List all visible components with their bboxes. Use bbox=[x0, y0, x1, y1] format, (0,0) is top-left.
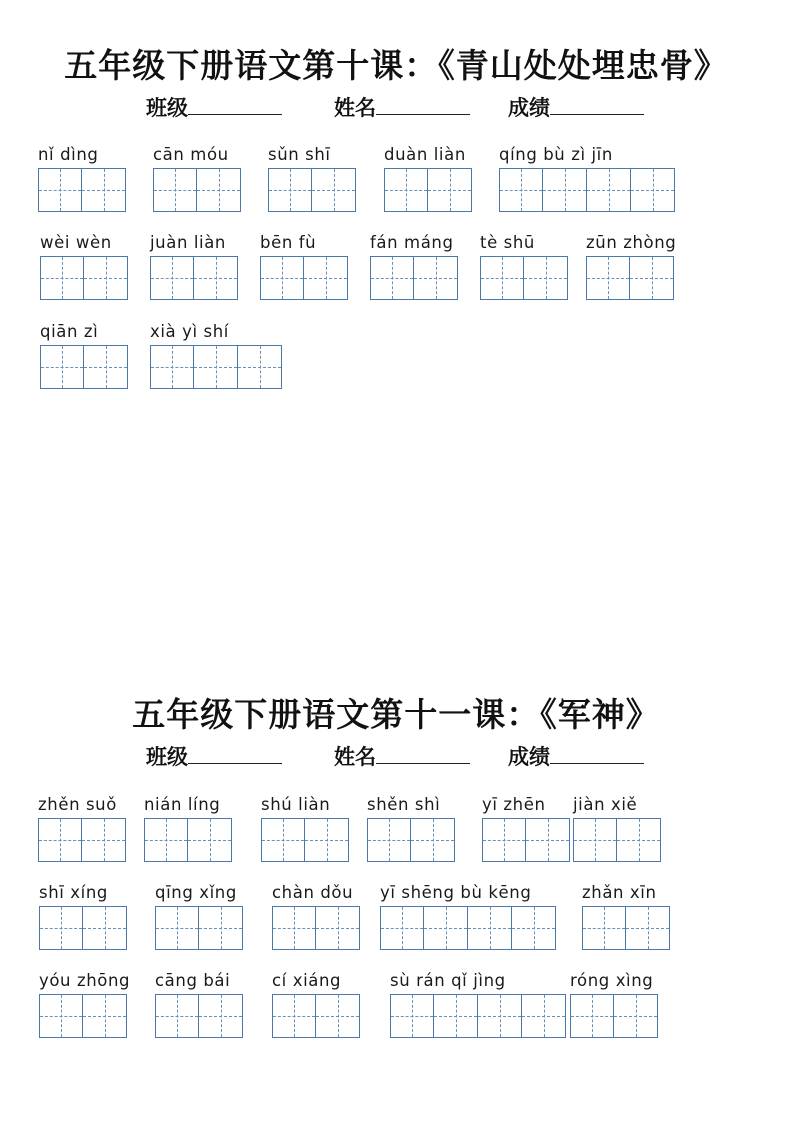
writing-box[interactable] bbox=[543, 168, 587, 212]
writing-box[interactable] bbox=[414, 256, 458, 300]
pinyin-text: zhǎn xīn bbox=[582, 883, 657, 902]
score-label: 成绩 bbox=[508, 744, 550, 769]
writing-grid bbox=[499, 168, 675, 212]
writing-box[interactable] bbox=[570, 994, 614, 1038]
writing-grid bbox=[260, 256, 348, 300]
writing-box[interactable] bbox=[428, 168, 472, 212]
writing-box[interactable] bbox=[468, 906, 512, 950]
writing-box[interactable] bbox=[83, 994, 127, 1038]
pinyin-text: tè shū bbox=[480, 233, 535, 252]
pinyin-text: shú liàn bbox=[261, 795, 331, 814]
writing-grid bbox=[155, 994, 243, 1038]
worksheet-title: 五年级下册语文第十一课：《军神》 bbox=[132, 695, 660, 734]
writing-box[interactable] bbox=[384, 168, 428, 212]
class-label: 班级 bbox=[146, 95, 188, 120]
writing-grid bbox=[261, 818, 349, 862]
writing-box[interactable] bbox=[499, 168, 543, 212]
pinyin-text: nián líng bbox=[144, 795, 221, 814]
writing-box[interactable] bbox=[424, 906, 468, 950]
writing-grid bbox=[268, 168, 356, 212]
pinyin-text: shī xíng bbox=[39, 883, 108, 902]
writing-box[interactable] bbox=[150, 345, 194, 389]
writing-box[interactable] bbox=[155, 906, 199, 950]
writing-box[interactable] bbox=[390, 994, 434, 1038]
writing-box[interactable] bbox=[150, 256, 194, 300]
writing-box[interactable] bbox=[480, 256, 524, 300]
writing-box[interactable] bbox=[153, 168, 197, 212]
pinyin-text: zūn zhòng bbox=[586, 233, 677, 252]
writing-grid bbox=[573, 818, 661, 862]
writing-box[interactable] bbox=[631, 168, 675, 212]
score-blank[interactable] bbox=[550, 762, 644, 764]
writing-box[interactable] bbox=[305, 818, 349, 862]
name-label-row bbox=[334, 741, 470, 771]
writing-box[interactable] bbox=[512, 906, 556, 950]
pinyin-text: chàn dǒu bbox=[272, 883, 354, 902]
writing-grid bbox=[570, 994, 658, 1038]
writing-grid bbox=[155, 906, 243, 950]
class-label-row bbox=[146, 92, 282, 122]
writing-box[interactable] bbox=[626, 906, 670, 950]
pinyin-text: qīng xǐng bbox=[155, 883, 237, 902]
pinyin-text: qíng bù zì jīn bbox=[499, 145, 613, 164]
score-label-row bbox=[508, 741, 644, 771]
writing-box[interactable] bbox=[194, 345, 238, 389]
pinyin-text: róng xìng bbox=[570, 971, 654, 990]
class-label: 班级 bbox=[146, 744, 188, 769]
writing-box[interactable] bbox=[630, 256, 674, 300]
pinyin-text: fán máng bbox=[370, 233, 454, 252]
writing-box[interactable] bbox=[38, 168, 82, 212]
pinyin-text: yī shēng bù kēng bbox=[380, 883, 532, 902]
writing-box[interactable] bbox=[582, 906, 626, 950]
writing-box[interactable] bbox=[312, 168, 356, 212]
score-label-row bbox=[508, 92, 644, 122]
class-blank[interactable] bbox=[188, 762, 282, 764]
pinyin-text: cāng bái bbox=[155, 971, 231, 990]
pinyin-text: zhěn suǒ bbox=[38, 795, 117, 814]
pinyin-text: shěn shì bbox=[367, 795, 441, 814]
writing-box[interactable] bbox=[261, 818, 305, 862]
name-blank[interactable] bbox=[376, 762, 470, 764]
pinyin-text: juàn liàn bbox=[150, 233, 226, 252]
writing-box[interactable] bbox=[522, 994, 566, 1038]
writing-grid bbox=[150, 256, 238, 300]
writing-box[interactable] bbox=[260, 256, 304, 300]
pinyin-text: duàn liàn bbox=[384, 145, 466, 164]
name-label: 姓名 bbox=[334, 744, 376, 769]
writing-grid bbox=[40, 345, 128, 389]
writing-box[interactable] bbox=[478, 994, 522, 1038]
writing-box[interactable] bbox=[155, 994, 199, 1038]
writing-box[interactable] bbox=[82, 818, 126, 862]
writing-box[interactable] bbox=[144, 818, 188, 862]
pinyin-text: yóu zhōng bbox=[39, 971, 131, 990]
writing-box[interactable] bbox=[82, 168, 126, 212]
writing-grid bbox=[582, 906, 670, 950]
score-label: 成绩 bbox=[508, 95, 550, 120]
writing-box[interactable] bbox=[84, 345, 128, 389]
writing-grid bbox=[384, 168, 472, 212]
writing-grid bbox=[38, 818, 126, 862]
writing-box[interactable] bbox=[197, 168, 241, 212]
pinyin-text: wèi wèn bbox=[40, 233, 112, 252]
writing-box[interactable] bbox=[304, 256, 348, 300]
writing-box[interactable] bbox=[482, 818, 526, 862]
writing-grid bbox=[150, 345, 282, 389]
pinyin-text: sù rán qǐ jìng bbox=[390, 971, 506, 990]
writing-box[interactable] bbox=[272, 906, 316, 950]
pinyin-text: qiān zì bbox=[40, 322, 99, 341]
pinyin-text: xià yì shí bbox=[150, 322, 229, 341]
pinyin-text: bēn fù bbox=[260, 233, 317, 252]
class-label-row bbox=[146, 741, 282, 771]
writing-box[interactable] bbox=[40, 345, 84, 389]
writing-box[interactable] bbox=[573, 818, 617, 862]
writing-box[interactable] bbox=[199, 906, 243, 950]
writing-grid bbox=[482, 818, 570, 862]
writing-box[interactable] bbox=[83, 906, 127, 950]
writing-grid bbox=[39, 994, 127, 1038]
writing-grid bbox=[39, 906, 127, 950]
writing-box[interactable] bbox=[370, 256, 414, 300]
writing-box[interactable] bbox=[188, 818, 232, 862]
writing-grid bbox=[272, 994, 360, 1038]
writing-grid bbox=[153, 168, 241, 212]
writing-grid bbox=[272, 906, 360, 950]
writing-grid bbox=[367, 818, 455, 862]
writing-grid bbox=[390, 994, 566, 1038]
class-blank[interactable] bbox=[188, 113, 282, 115]
worksheet-title: 五年级下册语文第十课：《青山处处埋忠骨》 bbox=[64, 46, 728, 85]
writing-box[interactable] bbox=[587, 168, 631, 212]
writing-box[interactable] bbox=[526, 818, 570, 862]
writing-box[interactable] bbox=[524, 256, 568, 300]
writing-box[interactable] bbox=[268, 168, 312, 212]
writing-box[interactable] bbox=[316, 994, 360, 1038]
writing-box[interactable] bbox=[84, 256, 128, 300]
writing-grid bbox=[40, 256, 128, 300]
pinyin-text: nǐ dìng bbox=[38, 145, 99, 164]
pinyin-text: sǔn shī bbox=[268, 145, 331, 164]
writing-box[interactable] bbox=[617, 818, 661, 862]
writing-box[interactable] bbox=[316, 906, 360, 950]
writing-grid bbox=[586, 256, 674, 300]
writing-box[interactable] bbox=[586, 256, 630, 300]
writing-box[interactable] bbox=[238, 345, 282, 389]
writing-grid bbox=[144, 818, 232, 862]
writing-grid bbox=[38, 168, 126, 212]
writing-box[interactable] bbox=[39, 906, 83, 950]
writing-box[interactable] bbox=[194, 256, 238, 300]
pinyin-text: jiàn xiě bbox=[573, 795, 638, 814]
writing-box[interactable] bbox=[367, 818, 411, 862]
pinyin-text: yī zhēn bbox=[482, 795, 546, 814]
writing-box[interactable] bbox=[614, 994, 658, 1038]
writing-box[interactable] bbox=[39, 994, 83, 1038]
name-label: 姓名 bbox=[334, 95, 376, 120]
score-blank[interactable] bbox=[550, 113, 644, 115]
writing-box[interactable] bbox=[38, 818, 82, 862]
writing-box[interactable] bbox=[411, 818, 455, 862]
name-label-row bbox=[334, 92, 470, 122]
writing-box[interactable] bbox=[434, 994, 478, 1038]
writing-grid bbox=[370, 256, 458, 300]
name-blank[interactable] bbox=[376, 113, 470, 115]
pinyin-text: cí xiáng bbox=[272, 971, 342, 990]
pinyin-text: cān móu bbox=[153, 145, 229, 164]
writing-box[interactable] bbox=[40, 256, 84, 300]
writing-box[interactable] bbox=[199, 994, 243, 1038]
writing-grid bbox=[480, 256, 568, 300]
writing-box[interactable] bbox=[272, 994, 316, 1038]
writing-box[interactable] bbox=[380, 906, 424, 950]
writing-grid bbox=[380, 906, 556, 950]
